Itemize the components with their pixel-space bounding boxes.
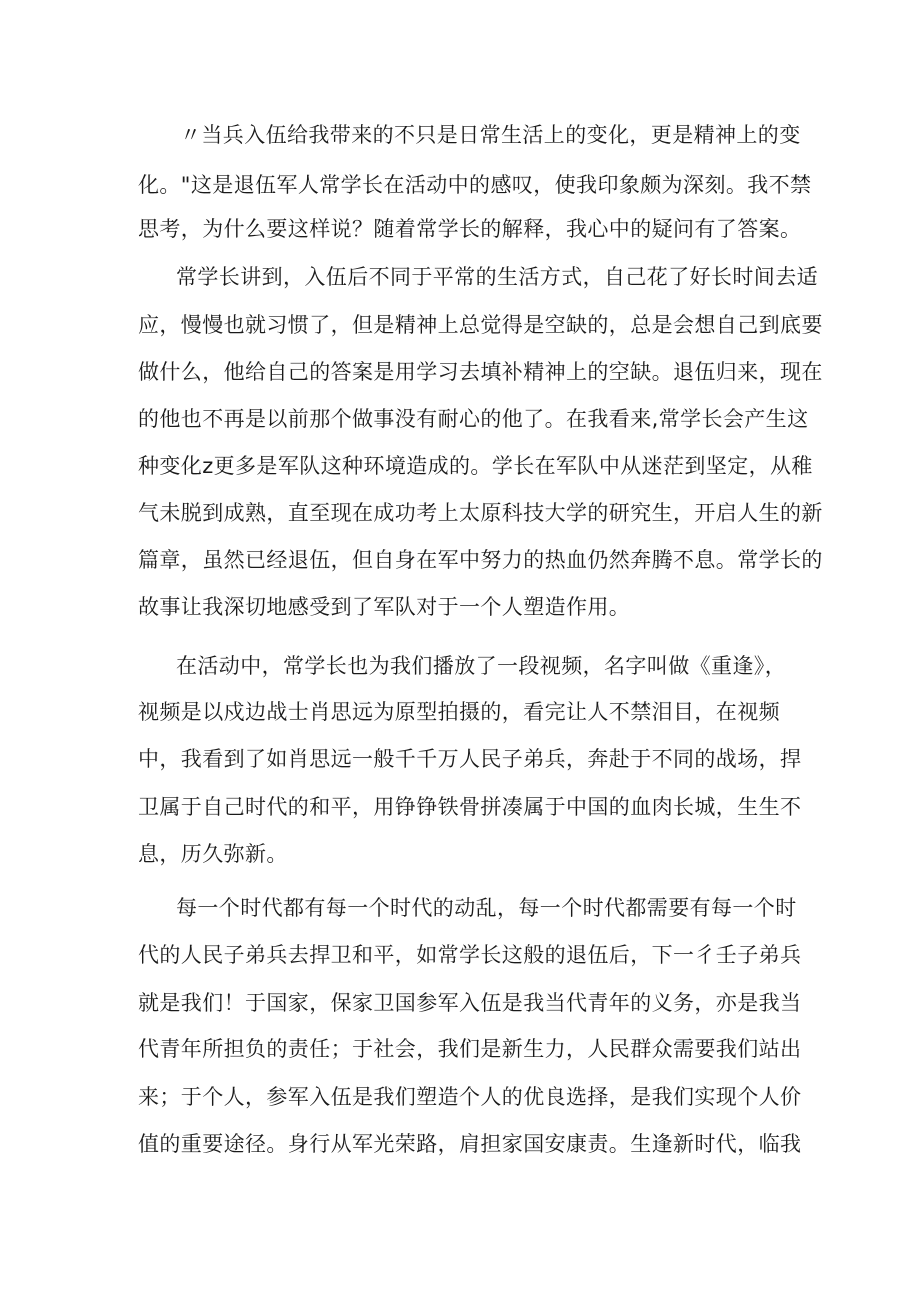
paragraph-line: 每一个时代都有每一个时代的动乱，每一个时代都需要有每一个时 <box>176 896 797 920</box>
paragraph-line: 种变化z更多是军队这种环境造成的。学长在军队中从迷茫到坚定，从稚 <box>138 454 813 478</box>
paragraph-line: 思考，为什么要这样说？随着常学长的解释，我心中的疑问有了答案。 <box>138 217 802 241</box>
paragraph-line: 化。"这是退伍军人常学长在活动中的感叹，使我印象颇为深刻。我不禁 <box>138 173 812 197</box>
paragraph-line: 来；于个人，参军入伍是我们塑造个人的优良选择，是我们实现个人价 <box>138 1085 802 1109</box>
paragraph-line: 卫属于自己时代的和平，用铮铮铁骨拼凑属于中国的血肉长城，生生不 <box>138 795 802 819</box>
paragraph-line: 〃当兵入伍给我带来的不只是日常生活上的变化，更是精神上的变 <box>180 123 801 147</box>
paragraph-line: 值的重要途径。身行从军光荣路，肩担家国安康责。生逢新时代，临我 <box>138 1132 802 1156</box>
paragraph-line: 代的人民子弟兵去捍卫和平，如常学长这般的退伍后，下一彳壬子弟兵 <box>138 943 802 967</box>
paragraph-line: 应，慢慢也就习惯了，但是精神上总觉得是空缺的，总是会想自己到底要 <box>138 313 823 337</box>
paragraph-line: 就是我们！于国家，保家卫国参军入伍是我当代青年的义务，亦是我当 <box>138 991 802 1015</box>
paragraph-line: 做什么，他给自己的答案是用学习去填补精神上的空缺。退伍归来，现在 <box>138 360 823 384</box>
paragraph-line: 代青年所担负的责任；于社会，我们是新生力，人民群众需要我们站出 <box>138 1037 802 1061</box>
paragraph-line: 中，我看到了如肖思远一般千千万人民子弟兵，奔赴于不同的战场，捍 <box>138 747 802 771</box>
paragraph-line: 常学长讲到，入伍后不同于平常的生活方式，自己花了好长时间去适 <box>176 265 818 289</box>
paragraph-line: 的他也不再是以前那个做事没有耐心的他了。在我看来,常学长会产生这 <box>138 407 809 431</box>
paragraph-line: 气未脱到成熟，直至现在成功考上太原科技大学的研究生，开启人生的新 <box>138 501 823 525</box>
paragraph-line: 在活动中，常学长也为我们播放了一段视频，名字叫做《重逢》， <box>176 654 787 678</box>
paragraph-line: 息，历久弥新。 <box>138 842 288 866</box>
paragraph-line: 篇章，虽然已经退伍，但自身在军中努力的热血仍然奔腾不息。常学长的 <box>138 548 823 572</box>
paragraph-line: 视频是以戍边战士肖思远为原型拍摄的，看完让人不禁泪目，在视频 <box>138 700 780 724</box>
paragraph-line: 故事让我深切地感受到了军队对于一个人塑造作用。 <box>138 595 631 619</box>
